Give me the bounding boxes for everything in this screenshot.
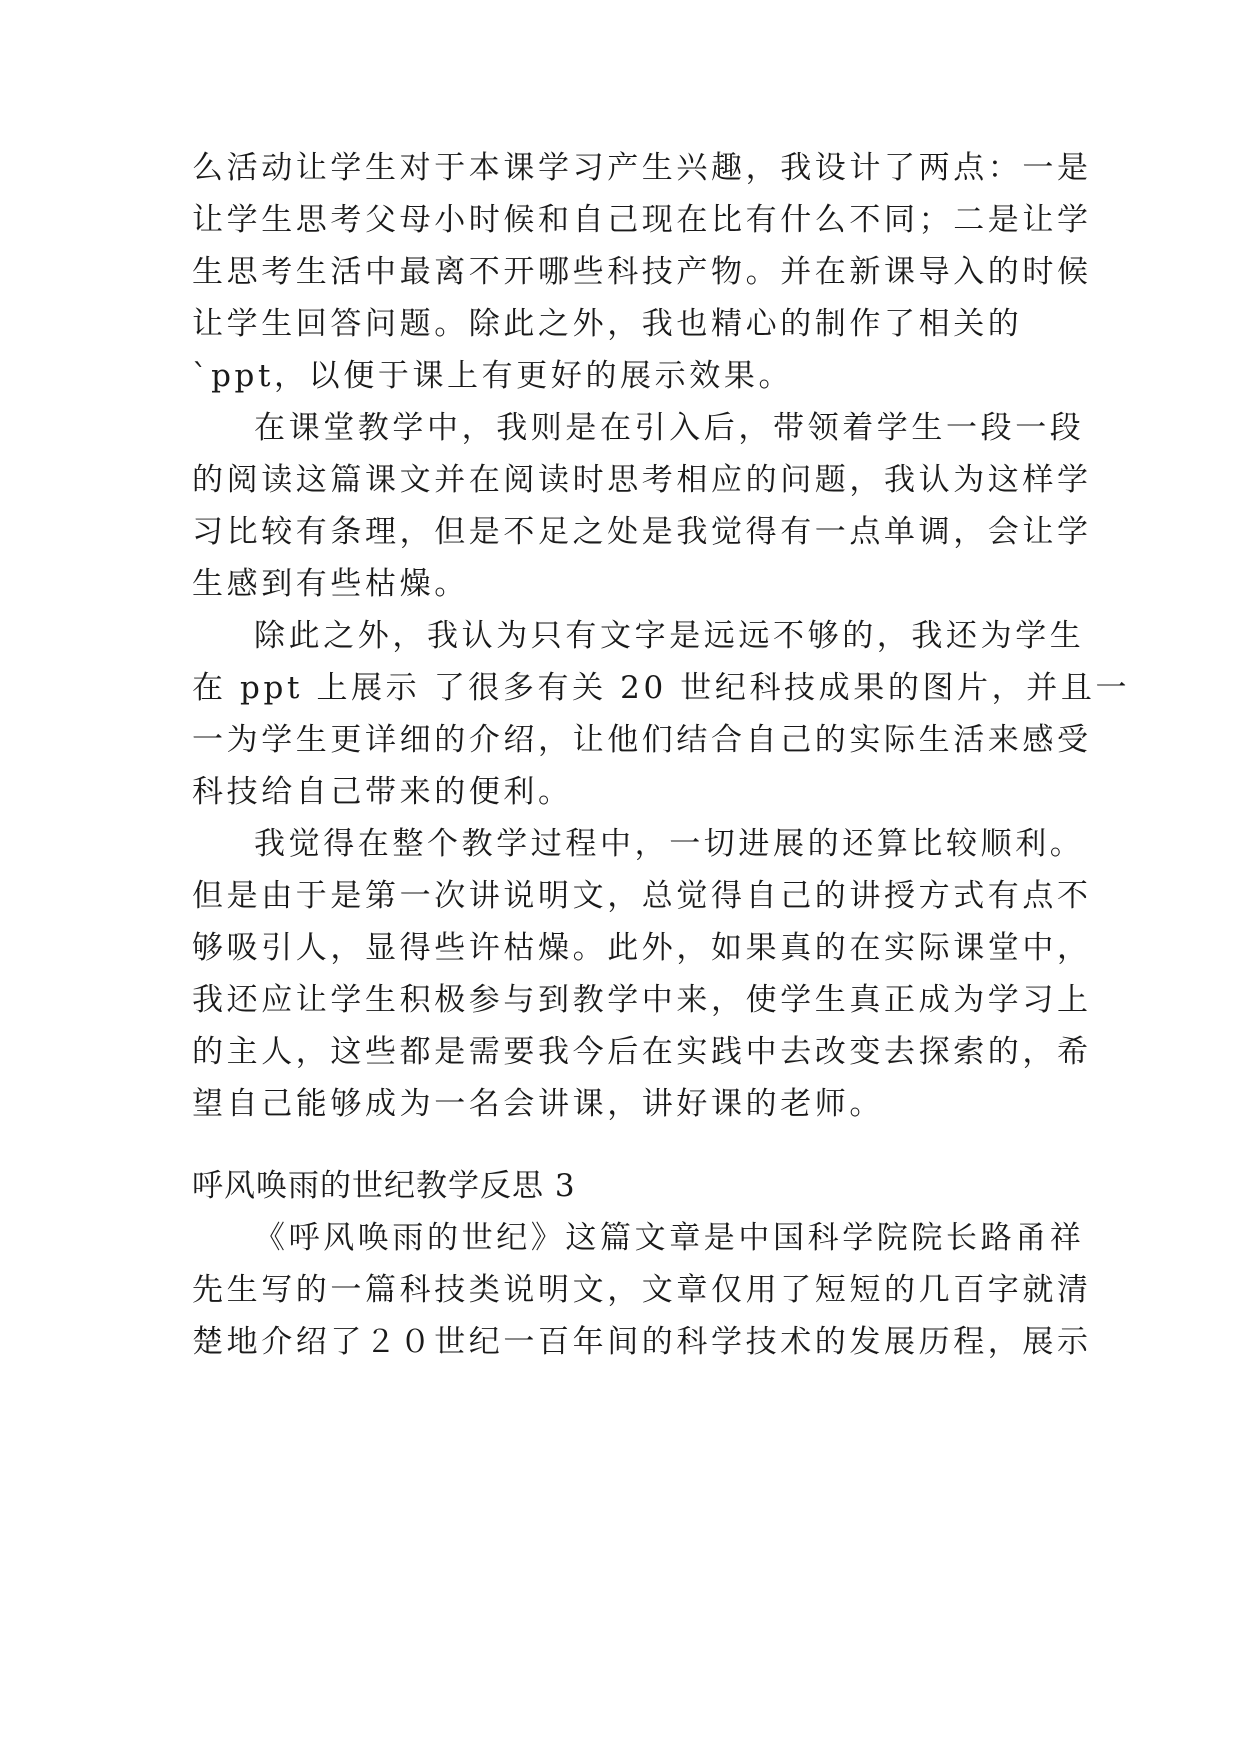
text-line: 在课堂教学中，我则是在引入后，带领着学生一段一段 — [254, 410, 1085, 446]
text-line: 生思考生活中最离不开哪些科技产物。并在新课导入的时候 — [192, 254, 1092, 290]
text-line: `ppt，以便于课上有更好的展示效果。 — [192, 358, 794, 394]
text-line: 的主人，这些都是需要我今后在实践中去改变去探索的，希 — [192, 1034, 1092, 1070]
text-line: 一为学生更详细的介绍，让他们结合自己的实际生活来感受 — [192, 722, 1092, 758]
text-line: 除此之外，我认为只有文字是远远不够的，我还为学生 — [254, 618, 1085, 654]
text-line: 让学生回答问题。除此之外，我也精心的制作了相关的 — [192, 306, 1023, 342]
text-line: 让学生思考父母小时候和自己现在比有什么不同；二是让学 — [192, 202, 1092, 238]
section-heading: 呼风唤雨的世纪教学反思 3 — [192, 1168, 576, 1204]
text-line: 我觉得在整个教学过程中，一切进展的还算比较顺利。 — [254, 826, 1085, 862]
text-line: 我还应让学生积极参与到教学中来，使学生真正成为学习上 — [192, 982, 1092, 1018]
text-line: 科技给自己带来的便利。 — [192, 774, 573, 810]
text-line: 习比较有条理，但是不足之处是我觉得有一点单调，会让学 — [192, 514, 1092, 550]
text-line: 望自己能够成为一名会讲课，讲好课的老师。 — [192, 1086, 884, 1122]
text-line: 先生写的一篇科技类说明文，文章仅用了短短的几百字就清 — [192, 1272, 1092, 1308]
text-line: 么活动让学生对于本课学习产生兴趣，我设计了两点：一是 — [192, 150, 1092, 186]
text-line: 生感到有些枯燥。 — [192, 566, 469, 602]
text-line: 的阅读这篇课文并在阅读时思考相应的问题，我认为这样学 — [192, 462, 1092, 498]
text-line: 楚地介绍了２０世纪一百年间的科学技术的发展历程，展示 — [192, 1324, 1092, 1360]
text-line: 但是由于是第一次讲说明文，总觉得自己的讲授方式有点不 — [192, 878, 1092, 914]
text-line: 在 ppt 上展示 了很多有关 20 世纪科技成果的图片，并且一 — [192, 670, 1131, 706]
text-line: 《呼风唤雨的世纪》这篇文章是中国科学院院长路甬祥 — [254, 1220, 1085, 1256]
text-line: 够吸引人，显得些许枯燥。此外，如果真的在实际课堂中， — [192, 930, 1092, 966]
